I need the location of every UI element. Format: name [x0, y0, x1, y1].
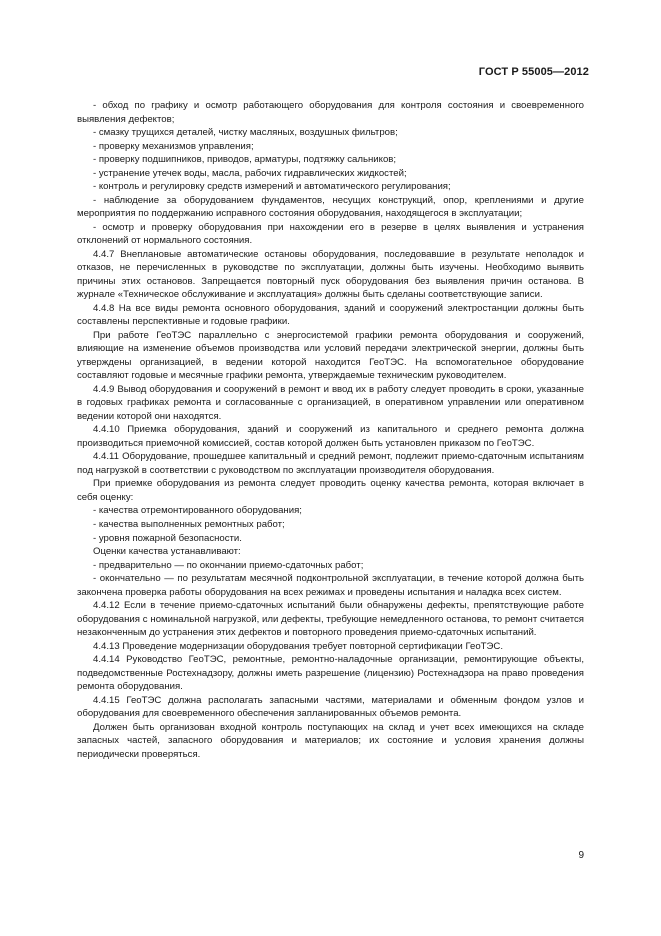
paragraph: - наблюдение за оборудованием фундаментов, несущих конструкций, опор, креплениями и другие мероприятия по поддержанию исправного состояния оборудования, находящегося в эксплуатации;: [77, 194, 584, 220]
paragraph: - качества выполненных ремонтных работ;: [93, 518, 285, 530]
paragraph: - проверку механизмов управления;: [93, 140, 254, 152]
paragraph: - качества отремонтированного оборудования;: [93, 505, 302, 517]
document-header-id: ГОСТ Р 55005—2012: [478, 66, 589, 78]
paragraph: 4.4.7 Внеплановые автоматические остановы оборудования, последовавшие в результате неполадок и отказов, не перечисленных в руководстве по эксплуатации, должны быть изучены. Необходимо выявить причины этих остановов. Запрещается повторный пуск оборудования без выявления причин останова. В журнале «Техническое обслуживание и эксплуатация» должны быть сделаны соответствующие записи.: [77, 248, 584, 301]
paragraph: При приемке оборудования из ремонта следует проводить оценку качества ремонта, которая включает в себя оценку:: [77, 478, 584, 503]
paragraph: 4.4.14 Руководство ГеоТЭС, ремонтные, ремонтно-наладочные организации, ремонтирующие объекты, подведомственные Ростехнадзору, должны иметь разрешение (лицензию) Ростехнадзора на право проведения ремонта оборудования.: [77, 654, 584, 693]
paragraph: 4.4.11 Оборудование, прошедшее капитальный и средний ремонт, подлежит приемо-сдаточным испытаниям под нагрузкой в соответствии с руководством по эксплуатации производителя оборудования.: [77, 451, 584, 476]
paragraph: 4.4.8 На все виды ремонта основного оборудования, зданий и сооружений электростанции должны быть составлены перспективные и годовые графики.: [77, 302, 584, 328]
page-number: 9: [578, 850, 584, 861]
paragraph: - предварительно — по окончании приемо-сдаточных работ;: [93, 559, 364, 571]
paragraph: Оценки качества устанавливают:: [93, 546, 241, 558]
paragraph: - обход по графику и осмотр работающего оборудования для контроля состояния и своевременного выявления дефектов;: [77, 100, 584, 125]
paragraph: 4.4.15 ГеоТЭС должна располагать запасными частями, материалами и обменным фондом узлов и оборудования для своевременного обеспечения запланированных объемов ремонта.: [77, 694, 584, 720]
paragraph: - устранение утечек воды, масла, рабочих гидравлических жидкостей;: [93, 167, 407, 179]
paragraph: - окончательно — по результатам месячной подконтрольной эксплуатации, в течение которой должна быть закончена проверка работы оборудования на всех режимах и проведены испытания и наладка всех систем.: [77, 573, 584, 598]
paragraph: 4.4.12 Если в течение приемо-сдаточных испытаний были обнаружены дефекты, препятствующие работе оборудования с номинальной нагрузкой, или дефекты, требующие немедленного останова, то ремонт считается незаконченным до устранения этих дефектов и повторного проведения приемо-сдаточных испытаний.: [77, 600, 584, 639]
paragraph: 4.4.13 Проведение модернизации оборудования требует повторной сертификации ГеоТЭС.: [93, 640, 504, 652]
paragraph: При работе ГеоТЭС параллельно с энергосистемой графики ремонта оборудования и сооружений, влияющие на изменение объемов производства или условий передачи электрической энергии, должны быть утверждены организацией, в ведении которой находится ГеоТЭС. На вспомогательное оборудование составляют годовые и месячные графики ремонта, утверждаемые техническим руководителем.: [77, 329, 584, 382]
paragraph: - осмотр и проверку оборудования при нахождении его в резерве в целях выявления и устранения отклонений от нормального состояния.: [77, 221, 584, 247]
paragraph: 4.4.9 Вывод оборудования и сооружений в ремонт и ввод их в работу следует проводить в сроки, указанные в годовых графиках ремонта и согласованные с организацией, в оперативном управлении или оперативном ведении которой они находятся.: [77, 383, 584, 422]
paragraph: - проверку подшипников, приводов, арматуры, подтяжку сальников;: [93, 154, 397, 166]
paragraph: - уровня пожарной безопасности.: [93, 532, 242, 544]
paragraph: - контроль и регулировку средств измерений и автоматического регулирования;: [93, 181, 451, 193]
paragraph: - смазку трущихся деталей, чистку масляных, воздушных фильтров;: [93, 127, 398, 139]
paragraph: Должен быть организован входной контроль поступающих на склад и учет всех имеющихся на складе запасных частей, запасного оборудования и материалов; их состояние и условия хранения должны периодически проверяться.: [77, 721, 584, 760]
paragraph: 4.4.10 Приемка оборудования, зданий и сооружений из капитального и среднего ремонта должна производиться приемочной комиссией, состав которой должен быть установлен приказом по ГеоТЭС.: [77, 424, 584, 449]
body-text: [77, 99, 584, 761]
